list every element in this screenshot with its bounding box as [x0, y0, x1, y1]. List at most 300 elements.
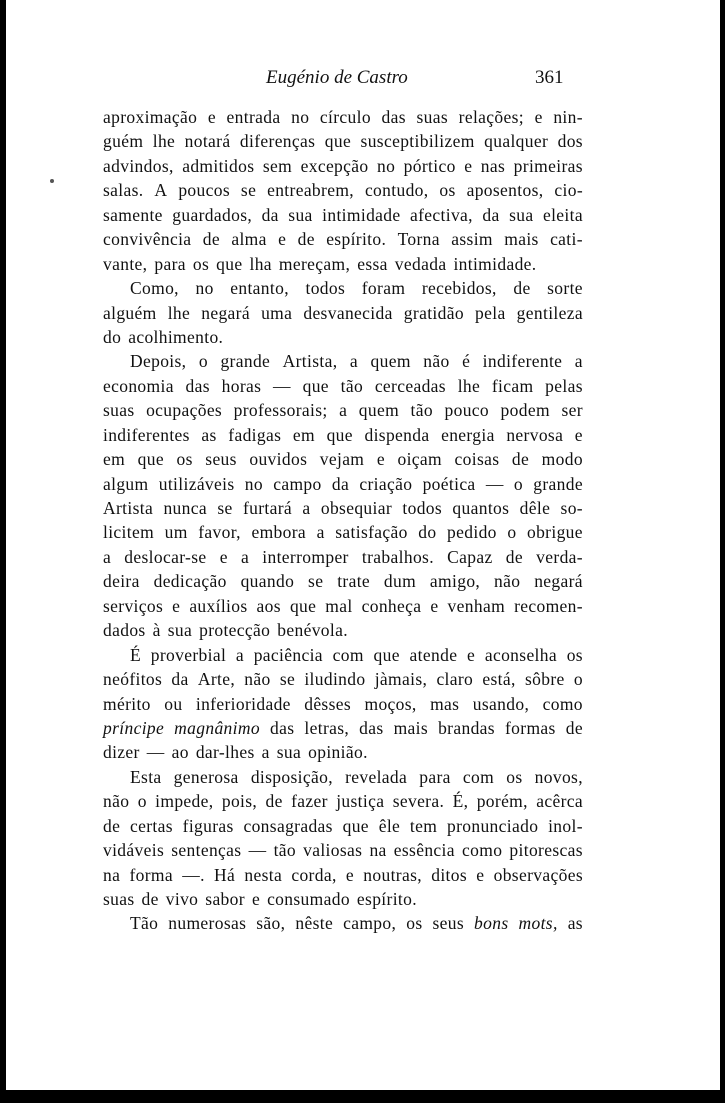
word: pela: [475, 302, 506, 323]
word: com: [462, 766, 495, 787]
text-line: [103, 740, 583, 764]
italic-word: príncipe: [103, 717, 165, 738]
text-line: [103, 472, 583, 496]
word: mais: [504, 229, 539, 250]
word: proverbial: [150, 644, 227, 665]
word: assim: [451, 229, 493, 250]
word: espírito.: [356, 889, 417, 909]
word: venham: [447, 595, 506, 616]
word: que: [216, 253, 243, 274]
word: samente: [103, 204, 163, 225]
word: qualquer: [484, 131, 549, 152]
word: se: [308, 571, 324, 592]
word: guardados,: [172, 204, 253, 225]
word: de: [513, 278, 531, 299]
word: tão: [410, 400, 433, 421]
word: no: [244, 473, 263, 494]
word: com: [332, 644, 364, 665]
word: mal: [325, 595, 353, 616]
word: claro: [436, 669, 474, 690]
word: guém: [103, 131, 144, 152]
word: dizer: [103, 742, 140, 763]
text-line: [103, 325, 583, 349]
word: pedido: [447, 522, 497, 543]
text-line: [103, 203, 583, 227]
word: mérito: [103, 693, 151, 714]
word: vidáveis: [103, 840, 165, 861]
word: e: [476, 864, 485, 885]
word: não: [423, 351, 450, 372]
word: alma: [231, 229, 267, 250]
word: é: [462, 351, 471, 372]
word: entanto,: [230, 278, 289, 299]
word: noutras,: [363, 864, 422, 885]
word: deira: [103, 571, 140, 592]
word: as: [567, 913, 583, 934]
word: aproximação: [103, 107, 198, 127]
word: forma: [129, 864, 173, 885]
word: das: [269, 717, 295, 738]
text-line: [103, 178, 583, 202]
word: aos: [256, 595, 281, 616]
word: eleita: [542, 204, 583, 225]
word: figuras: [182, 815, 234, 836]
word: salas.: [103, 180, 144, 201]
word: da: [331, 473, 350, 494]
word: gentileza: [516, 302, 583, 323]
page-number: 361: [535, 67, 564, 88]
text-line: [103, 545, 583, 569]
word: que: [137, 449, 164, 470]
word: os: [192, 253, 210, 274]
word: seus: [205, 449, 237, 470]
word: intimidade: [322, 204, 401, 225]
word: auxílios: [189, 595, 248, 616]
word: ditos: [431, 864, 468, 885]
word: mas: [430, 693, 460, 714]
text-line: [103, 887, 583, 911]
word: nin-: [553, 107, 583, 127]
word: trabalhos.: [361, 546, 434, 567]
word: dados: [103, 620, 146, 641]
text-line: [103, 765, 583, 789]
word: todos: [305, 278, 346, 299]
word: grande: [220, 351, 271, 372]
word: verda-: [536, 546, 583, 567]
word: licitem: [103, 522, 155, 543]
word: conheça: [361, 595, 422, 616]
word: obrigue: [526, 522, 583, 543]
word: corda,: [291, 864, 337, 885]
text-line: [103, 276, 583, 300]
word: e: [464, 155, 473, 176]
word: são,: [256, 913, 286, 934]
word: de: [202, 229, 220, 250]
word: dos: [557, 131, 583, 152]
word: Depois,: [130, 351, 187, 372]
word: que: [326, 424, 353, 445]
text-line: [103, 838, 583, 862]
word: e: [251, 889, 261, 909]
word: sôbre: [524, 669, 565, 690]
word: quantos: [452, 498, 510, 518]
word: iludindo: [304, 669, 366, 690]
word: de: [265, 791, 283, 812]
word: recebidos,: [421, 278, 497, 299]
word: É: [130, 644, 142, 665]
word: brandas: [438, 717, 495, 738]
word: numerosas: [168, 913, 247, 934]
word: tem: [409, 815, 438, 836]
text-line: [103, 447, 583, 471]
word: não: [244, 669, 271, 690]
word: aconselha: [484, 644, 557, 665]
word: Artista: [103, 498, 154, 518]
text-line: [103, 423, 583, 447]
word: lhe: [457, 375, 481, 396]
word: paciência: [253, 644, 323, 665]
word: vivo: [165, 889, 199, 909]
word: professorais;: [233, 400, 328, 421]
word: atende: [409, 644, 458, 665]
word: a: [339, 400, 348, 421]
word: afectiva,: [410, 204, 473, 225]
word: satisfação: [335, 522, 408, 543]
word: e: [574, 424, 583, 445]
word: alguém: [103, 302, 157, 323]
word: a: [316, 522, 325, 543]
word: Como,: [130, 278, 179, 299]
word: acolhimento.: [128, 326, 224, 347]
word: das: [185, 375, 210, 396]
word: Há: [214, 864, 236, 885]
word: sorte: [547, 278, 583, 299]
word: ficam: [491, 375, 534, 396]
word: —: [273, 375, 291, 396]
word: fazer: [291, 791, 328, 812]
word: ocupações: [146, 400, 223, 421]
page-header: [6, 65, 720, 95]
word: o: [198, 351, 208, 372]
word: quem: [370, 351, 411, 372]
word: nervosa: [506, 424, 564, 445]
word: porém,: [476, 791, 528, 812]
word: a: [240, 546, 250, 567]
word: dispenda: [364, 424, 430, 445]
word: dum: [383, 571, 417, 592]
word: sabor: [205, 889, 245, 909]
word: e: [219, 546, 228, 567]
word: severa.: [392, 791, 445, 812]
word: e: [172, 595, 181, 616]
word: furtará: [242, 498, 293, 518]
word: convivência: [103, 229, 192, 250]
word: em: [103, 449, 126, 470]
text-line: [103, 129, 583, 153]
word: opinião.: [308, 742, 368, 763]
word: mereçam,: [278, 253, 351, 274]
word: nunca: [163, 498, 207, 518]
word: nas: [480, 155, 506, 176]
word: amigo,: [429, 571, 481, 592]
word: quando: [240, 571, 295, 592]
text-line: [103, 301, 583, 325]
word: os: [439, 180, 456, 201]
word: campo: [273, 473, 322, 494]
word: ouvidos: [249, 449, 308, 470]
word: utilizáveis: [158, 473, 235, 494]
word: notará: [184, 131, 231, 152]
word: intimidade.: [453, 253, 537, 274]
word: no: [195, 278, 214, 299]
word: lhe: [152, 131, 176, 152]
word: negará: [534, 571, 583, 592]
word: que: [324, 131, 352, 152]
word: poética: [422, 473, 476, 494]
word: a: [574, 351, 583, 372]
word: se: [240, 180, 257, 201]
word: formas: [504, 717, 556, 738]
word: a: [103, 546, 112, 567]
word: pelas: [545, 375, 583, 396]
word: poucos: [178, 180, 230, 201]
word: serviços: [103, 595, 164, 616]
word: justiça: [336, 791, 385, 812]
word: favor,: [198, 522, 241, 543]
word: círculo: [319, 107, 371, 127]
word: espírito.: [326, 229, 387, 250]
word: benévola.: [277, 620, 348, 641]
italic-word: mots,: [518, 913, 558, 934]
word: se: [217, 498, 233, 518]
word: foram: [361, 278, 406, 299]
text-line: [103, 105, 583, 129]
word: —: [146, 742, 165, 763]
word: não: [494, 571, 521, 592]
word: inferioridade: [195, 693, 291, 714]
word: campo,: [343, 913, 397, 934]
word: recomen-: [514, 595, 583, 616]
word: pronunciado: [446, 815, 539, 836]
word: Artista,: [282, 351, 338, 372]
word: podem: [500, 400, 550, 421]
word: um: [164, 522, 188, 543]
text-line: [103, 594, 583, 618]
word: dar-lhes: [195, 742, 255, 763]
word: cati-: [550, 229, 583, 250]
word: sua: [288, 204, 313, 225]
word: dêsses: [304, 693, 352, 714]
word: os: [176, 449, 193, 470]
word: vante,: [103, 253, 148, 274]
word: pois,: [221, 791, 258, 812]
text-line: [103, 398, 583, 422]
word: suas: [416, 107, 449, 127]
word: quem: [358, 400, 400, 421]
word: —.: [182, 864, 205, 885]
word: que: [373, 644, 400, 665]
word: Arte,: [197, 669, 236, 690]
word: e: [467, 644, 476, 665]
word: essência: [393, 840, 455, 861]
word: da: [171, 669, 189, 690]
word: no: [291, 107, 310, 127]
word: criação: [359, 473, 413, 494]
text-line: [103, 789, 583, 813]
text-line: [103, 349, 583, 373]
word: o: [573, 669, 583, 690]
word: à: [152, 620, 161, 641]
word: os: [506, 766, 523, 787]
word: economia: [103, 375, 174, 396]
word: essa: [357, 253, 388, 274]
word: da: [261, 204, 279, 225]
word: coisas: [454, 449, 500, 470]
word: so-: [560, 498, 583, 518]
word: do: [103, 326, 122, 347]
word: advindos,: [103, 155, 174, 176]
word: horas: [221, 375, 262, 396]
word: cio-: [554, 180, 583, 201]
word: É,: [452, 791, 469, 812]
text-line: [103, 569, 583, 593]
word: Tão: [130, 913, 159, 934]
word: disposição,: [250, 766, 333, 787]
word: não: [103, 791, 130, 812]
word: lhe: [167, 302, 191, 323]
word: relações;: [458, 107, 524, 127]
word: generosa: [173, 766, 239, 787]
word: suas: [103, 400, 135, 421]
text-line: [103, 496, 583, 520]
word: consagradas: [243, 815, 333, 836]
word: observações: [493, 864, 583, 885]
word: consumado: [267, 889, 350, 909]
text-line: [103, 374, 583, 398]
word: dêle: [519, 498, 551, 518]
word: e: [278, 229, 287, 250]
word: ao: [171, 742, 189, 763]
word: seus: [432, 913, 465, 934]
word: que: [302, 375, 329, 396]
word: indiferente: [482, 351, 563, 372]
word: pouco: [444, 400, 490, 421]
word: usando,: [472, 693, 530, 714]
word: cerceadas: [374, 375, 446, 396]
word: na: [369, 840, 387, 861]
word: deslocar-se: [124, 546, 207, 567]
word: como: [462, 840, 503, 861]
text-line: [103, 911, 583, 935]
word: e: [345, 864, 355, 885]
word: aposentos,: [466, 180, 544, 201]
text-line: [103, 667, 583, 691]
word: todos: [402, 498, 443, 518]
word: interromper: [262, 546, 349, 567]
word: primeiras: [513, 155, 583, 176]
word: diferenças: [239, 131, 316, 152]
word: os: [566, 644, 583, 665]
word: das: [359, 717, 384, 738]
word: de: [141, 889, 159, 909]
word: gratidão: [403, 302, 464, 323]
word: energia: [441, 424, 495, 445]
text-line: [103, 692, 583, 716]
word: no: [376, 155, 396, 176]
text-line: [103, 716, 583, 740]
word: sua: [509, 204, 534, 225]
word: obsequiar: [320, 498, 393, 518]
word: êle: [378, 815, 401, 836]
word: entreabrem,: [267, 180, 355, 201]
word: sua: [167, 620, 193, 641]
word: de: [511, 449, 530, 470]
word: fadigas: [228, 424, 282, 445]
word: Capaz: [447, 546, 493, 567]
word: de: [103, 815, 121, 836]
word: acêrca: [536, 791, 583, 812]
word: as: [201, 424, 217, 445]
margin-speck: [50, 179, 54, 183]
word: pitorescas: [509, 840, 583, 861]
word: novos,: [534, 766, 583, 787]
text-line: [103, 520, 583, 544]
word: revelada: [345, 766, 408, 787]
word: Torna: [397, 229, 440, 250]
word: para: [419, 766, 451, 787]
word: oiçam: [397, 449, 442, 470]
word: A: [154, 180, 168, 201]
word: impede,: [155, 791, 214, 812]
word: lha: [249, 253, 272, 274]
italic-word: bons: [474, 913, 509, 934]
word: desvanecida: [303, 302, 393, 323]
word: sem: [262, 155, 293, 176]
word: modo: [541, 449, 583, 470]
word: mais: [393, 717, 429, 738]
word: contudo,: [364, 180, 429, 201]
running-head: Eugénio de Castro: [266, 67, 408, 88]
word: em: [292, 424, 315, 445]
word: vedada: [394, 253, 447, 274]
text-line: [103, 227, 583, 251]
word: na: [103, 864, 121, 885]
word: da: [482, 204, 500, 225]
word: entrada: [226, 107, 281, 127]
word: do: [418, 522, 437, 543]
word: vejam: [319, 449, 365, 470]
word: sentenças: [171, 840, 242, 861]
word: —: [485, 473, 504, 494]
word: indiferentes: [103, 424, 190, 445]
word: algum: [103, 473, 149, 494]
word: pórtico: [403, 155, 456, 176]
word: negará: [201, 302, 250, 323]
word: de: [505, 546, 523, 567]
word: o: [507, 522, 517, 543]
word: trate: [337, 571, 371, 592]
word: e: [376, 449, 385, 470]
word: a: [349, 351, 359, 372]
word: a: [235, 644, 244, 665]
text-line: [103, 618, 583, 642]
text-line: [103, 814, 583, 838]
word: neófitos: [103, 669, 163, 690]
word: ou: [164, 693, 183, 714]
word: nesta: [244, 864, 283, 885]
word: e: [207, 107, 216, 127]
word: —: [248, 840, 267, 861]
